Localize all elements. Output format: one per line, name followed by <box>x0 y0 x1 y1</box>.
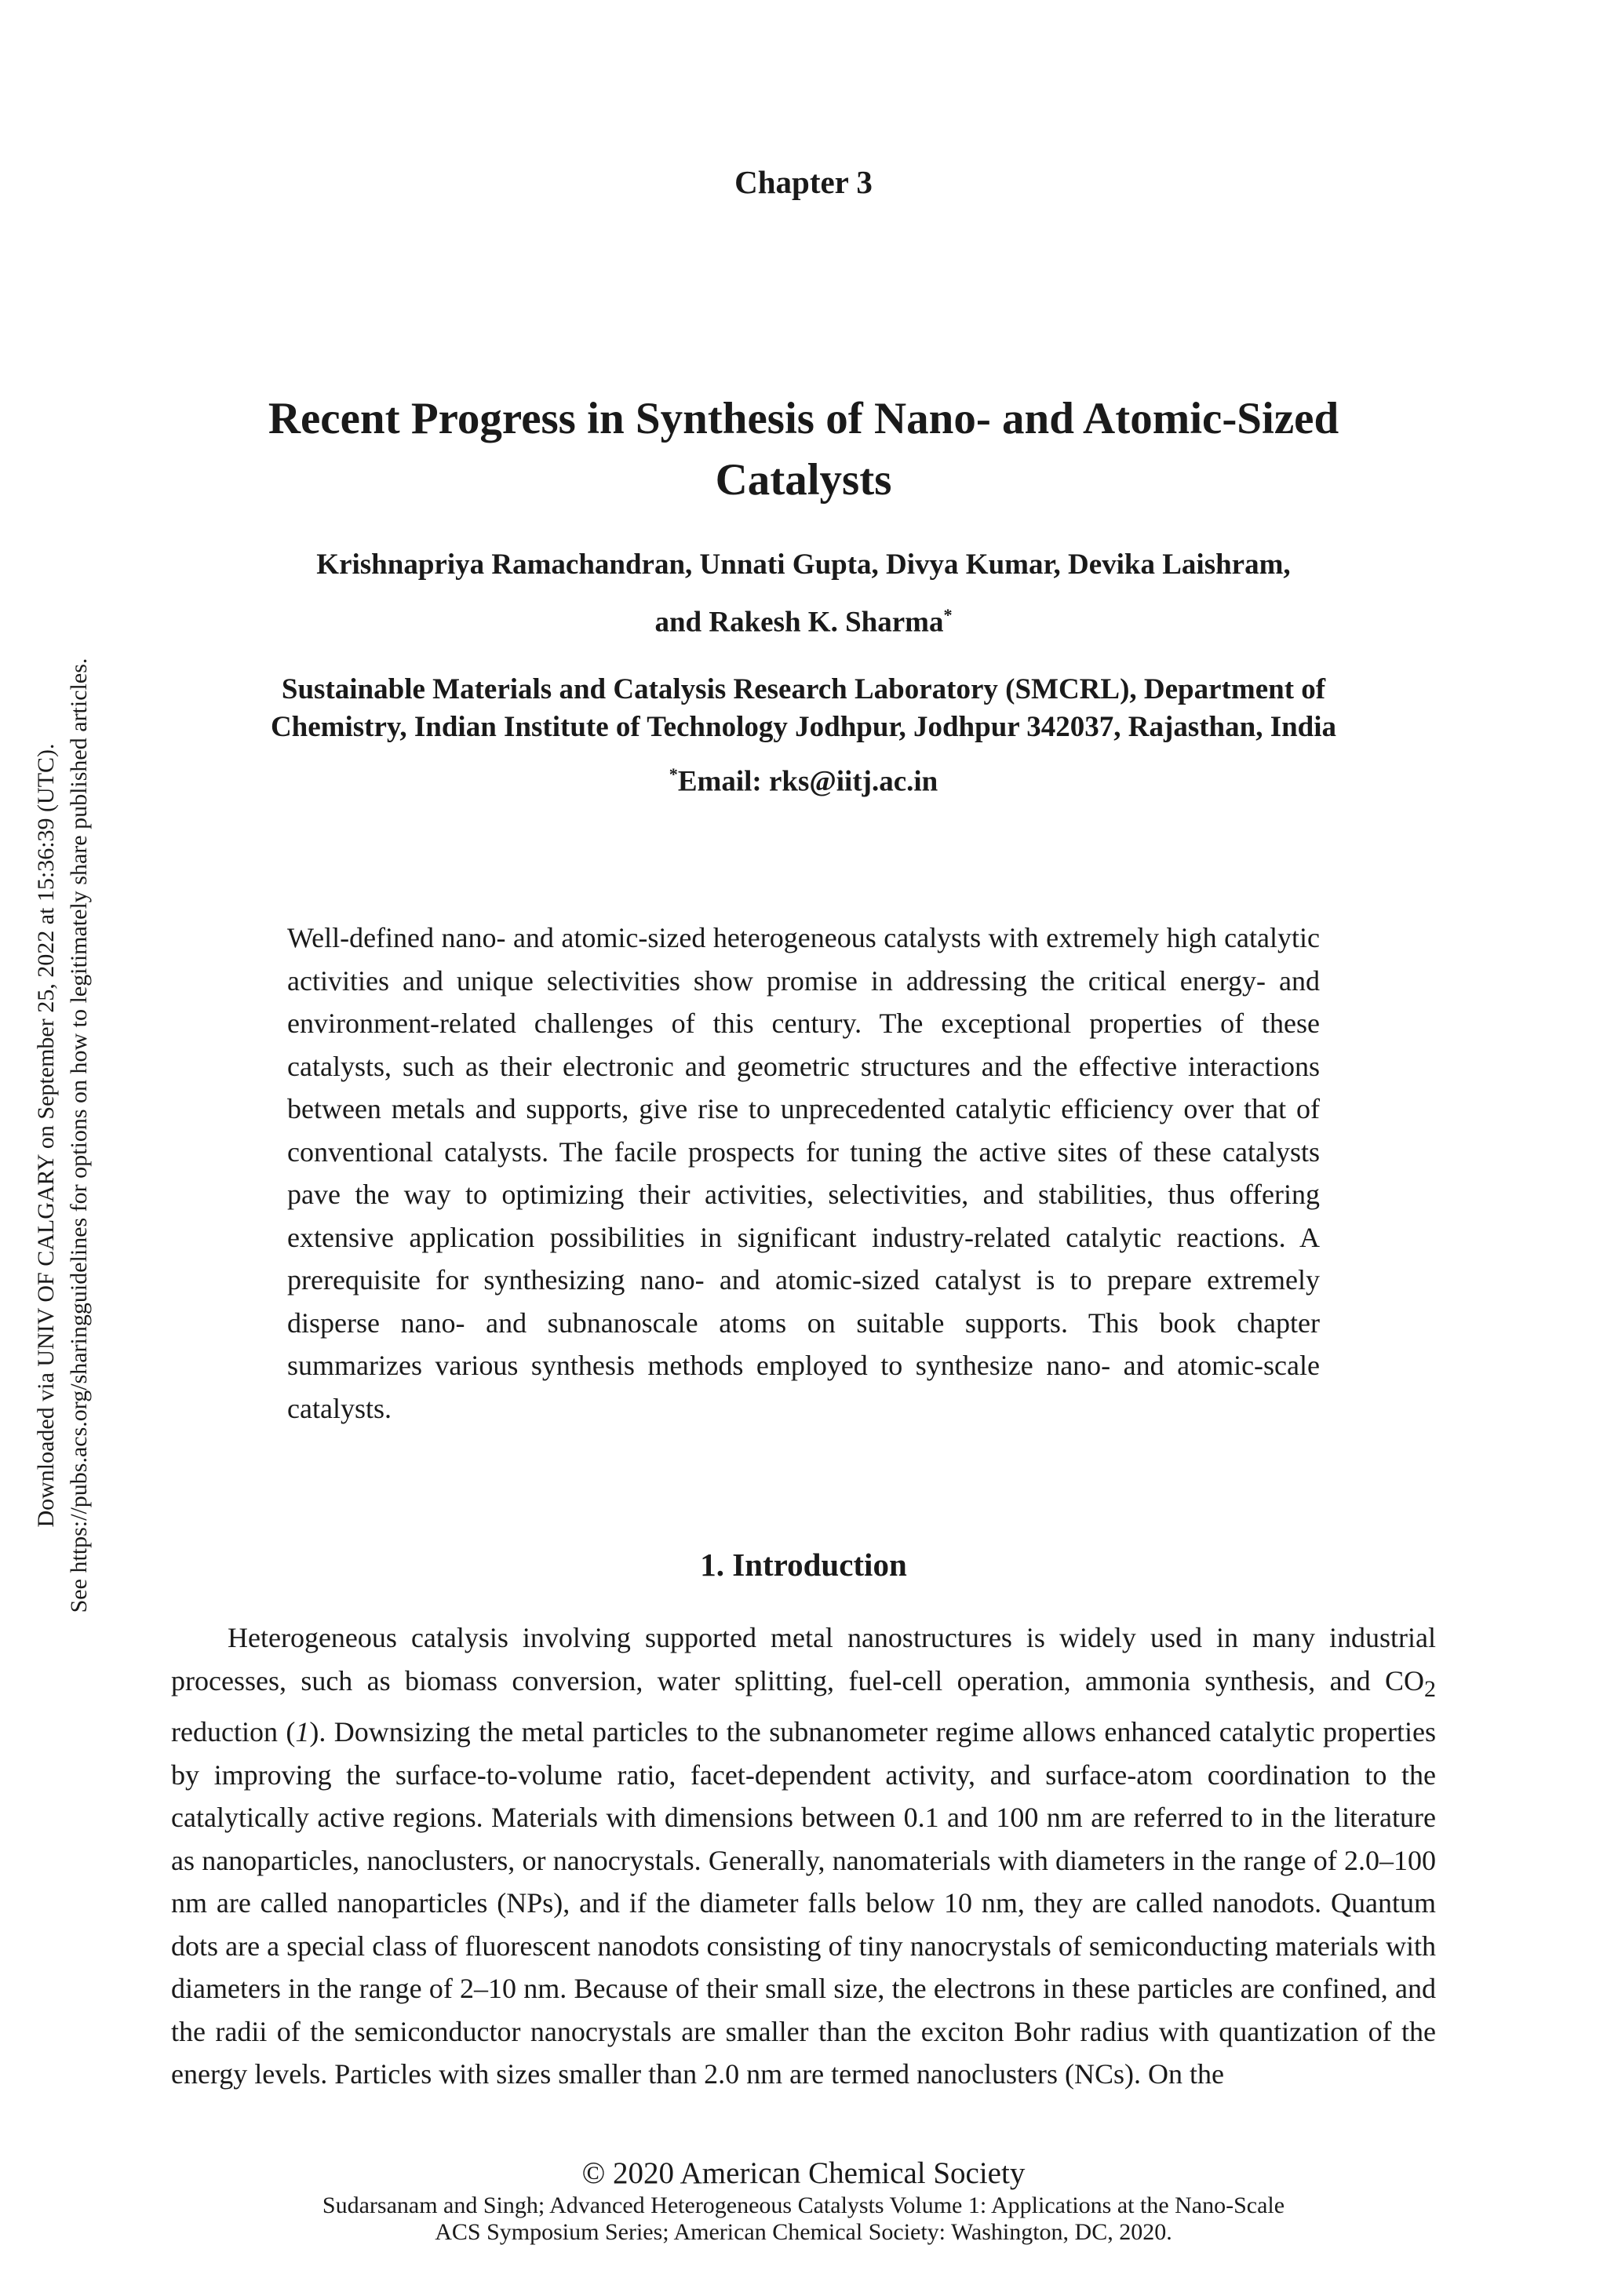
email-mark: * <box>669 764 678 784</box>
copyright-notice: © 2020 American Chemical Society <box>581 2156 1026 2190</box>
author-line-1: Krishnapriya Ramachandran, Unnati Gupta, Divya Kumar, Devika Laishram, <box>316 548 1291 581</box>
email-text: Email: rks@iitj.ac.in <box>677 765 938 798</box>
section-heading: 1. Introduction <box>700 1547 907 1583</box>
co2-subscript: 2 <box>1424 1675 1436 1702</box>
affiliation-line-2: Chemistry, Indian Institute of Technology Jodhpur, Jodhpur 342037, Rajasthan, India <box>270 711 1337 743</box>
author-list <box>251 540 1356 647</box>
corresponding-email <box>0 764 1607 798</box>
author-line-2 <box>251 590 1356 647</box>
author-line-2-text: and Rakesh K. Sharma <box>654 606 944 639</box>
intro-text-3: ). Downsizing the metal particles to the subnanometer regime allows enhanced catalytic properties by improving the surface-to-volume ratio, facet-dependent activity, and surface-atom coordination to the catalytically active regions. Materials with dimensions between 0.1 and 100 nm are referred to in the literature as nanoparticles, nanoclusters, or nanocrystals. Generally, nanomaterials with diameters in the range of 2.0–100 nm are called nanoparticles (NPs), and if the diameter falls below 10 nm, they are called nanodots. Quantum dots are a special class of fluorescent nanodots consisting of tiny nanocrystals of semiconducting materials with diameters in the range of 2–10 nm. Because of their small size, the electrons in these particles are confined, and the radii of the semiconductor nanocrystals are smaller than the exciton Bohr radius with quantization of the energy levels. Particles with sizes smaller than 2.0 nm are termed nanoclusters (NCs). On the <box>171 1716 1436 2090</box>
chapter-title: Recent Progress in Synthesis of Nano- and Atomic-Sized Catalysts <box>268 394 1339 505</box>
intro-text-1: Heterogeneous catalysis involving supported metal nanostructures is widely used in many industrial processes, such as biomass conversion, water splitting, fuel-cell operation, ammonia synthesis, and CO <box>171 1622 1436 1696</box>
intro-text-2: reduction ( <box>171 1716 296 1748</box>
abstract: Well-defined nano- and atomic-sized heterogeneous catalysts with extremely high catalytic activities and unique selectivities show promise in addressing the critical energy- and environment-related challenges of this century. The exceptional properties of these catalysts, such as their electronic and geometric structures and the effective interactions between metals and supports, give rise to unprecedented catalytic efficiency over that of conventional catalysts. The facile prospects for tuning the active sites of these catalysts pave the way to optimizing their activities, selectivities, and stabilities, thus offering extensive application possibilities in significant industry-related catalytic reactions. A prerequisite for synthesizing nano- and atomic-sized catalyst is to prepare extremely disperse nano- and subnanoscale atoms on suitable supports. This book chapter summarizes various synthesis methods employed to synthesize nano- and atomic-scale catalysts. <box>287 922 1320 1424</box>
page-footer <box>0 2155 1607 2246</box>
download-notice-line-2: See https://pubs.acs.org/sharingguidelines for options on how to legitimately share published articles. <box>66 658 92 1613</box>
affiliation <box>180 671 1427 746</box>
introduction-paragraph <box>171 1616 1436 2096</box>
affiliation-line-1: Sustainable Materials and Catalysis Research Laboratory (SMCRL), Department of <box>281 673 1326 705</box>
reference-number: 1 <box>295 1716 310 1748</box>
corresponding-author-mark: * <box>943 605 953 625</box>
chapter-label: Chapter 3 <box>734 164 873 200</box>
citation-line-2: ACS Symposium Series; American Chemical Society: Washington, DC, 2020. <box>435 2219 1172 2245</box>
citation-line-1: Sudarsanam and Singh; Advanced Heterogeneous Catalysts Volume 1: Applications at the Nano-Scale <box>322 2192 1285 2218</box>
download-notice-line-1: Downloaded via UNIV OF CALGARY on September 25, 2022 at 15:36:39 (UTC). <box>33 743 59 1528</box>
